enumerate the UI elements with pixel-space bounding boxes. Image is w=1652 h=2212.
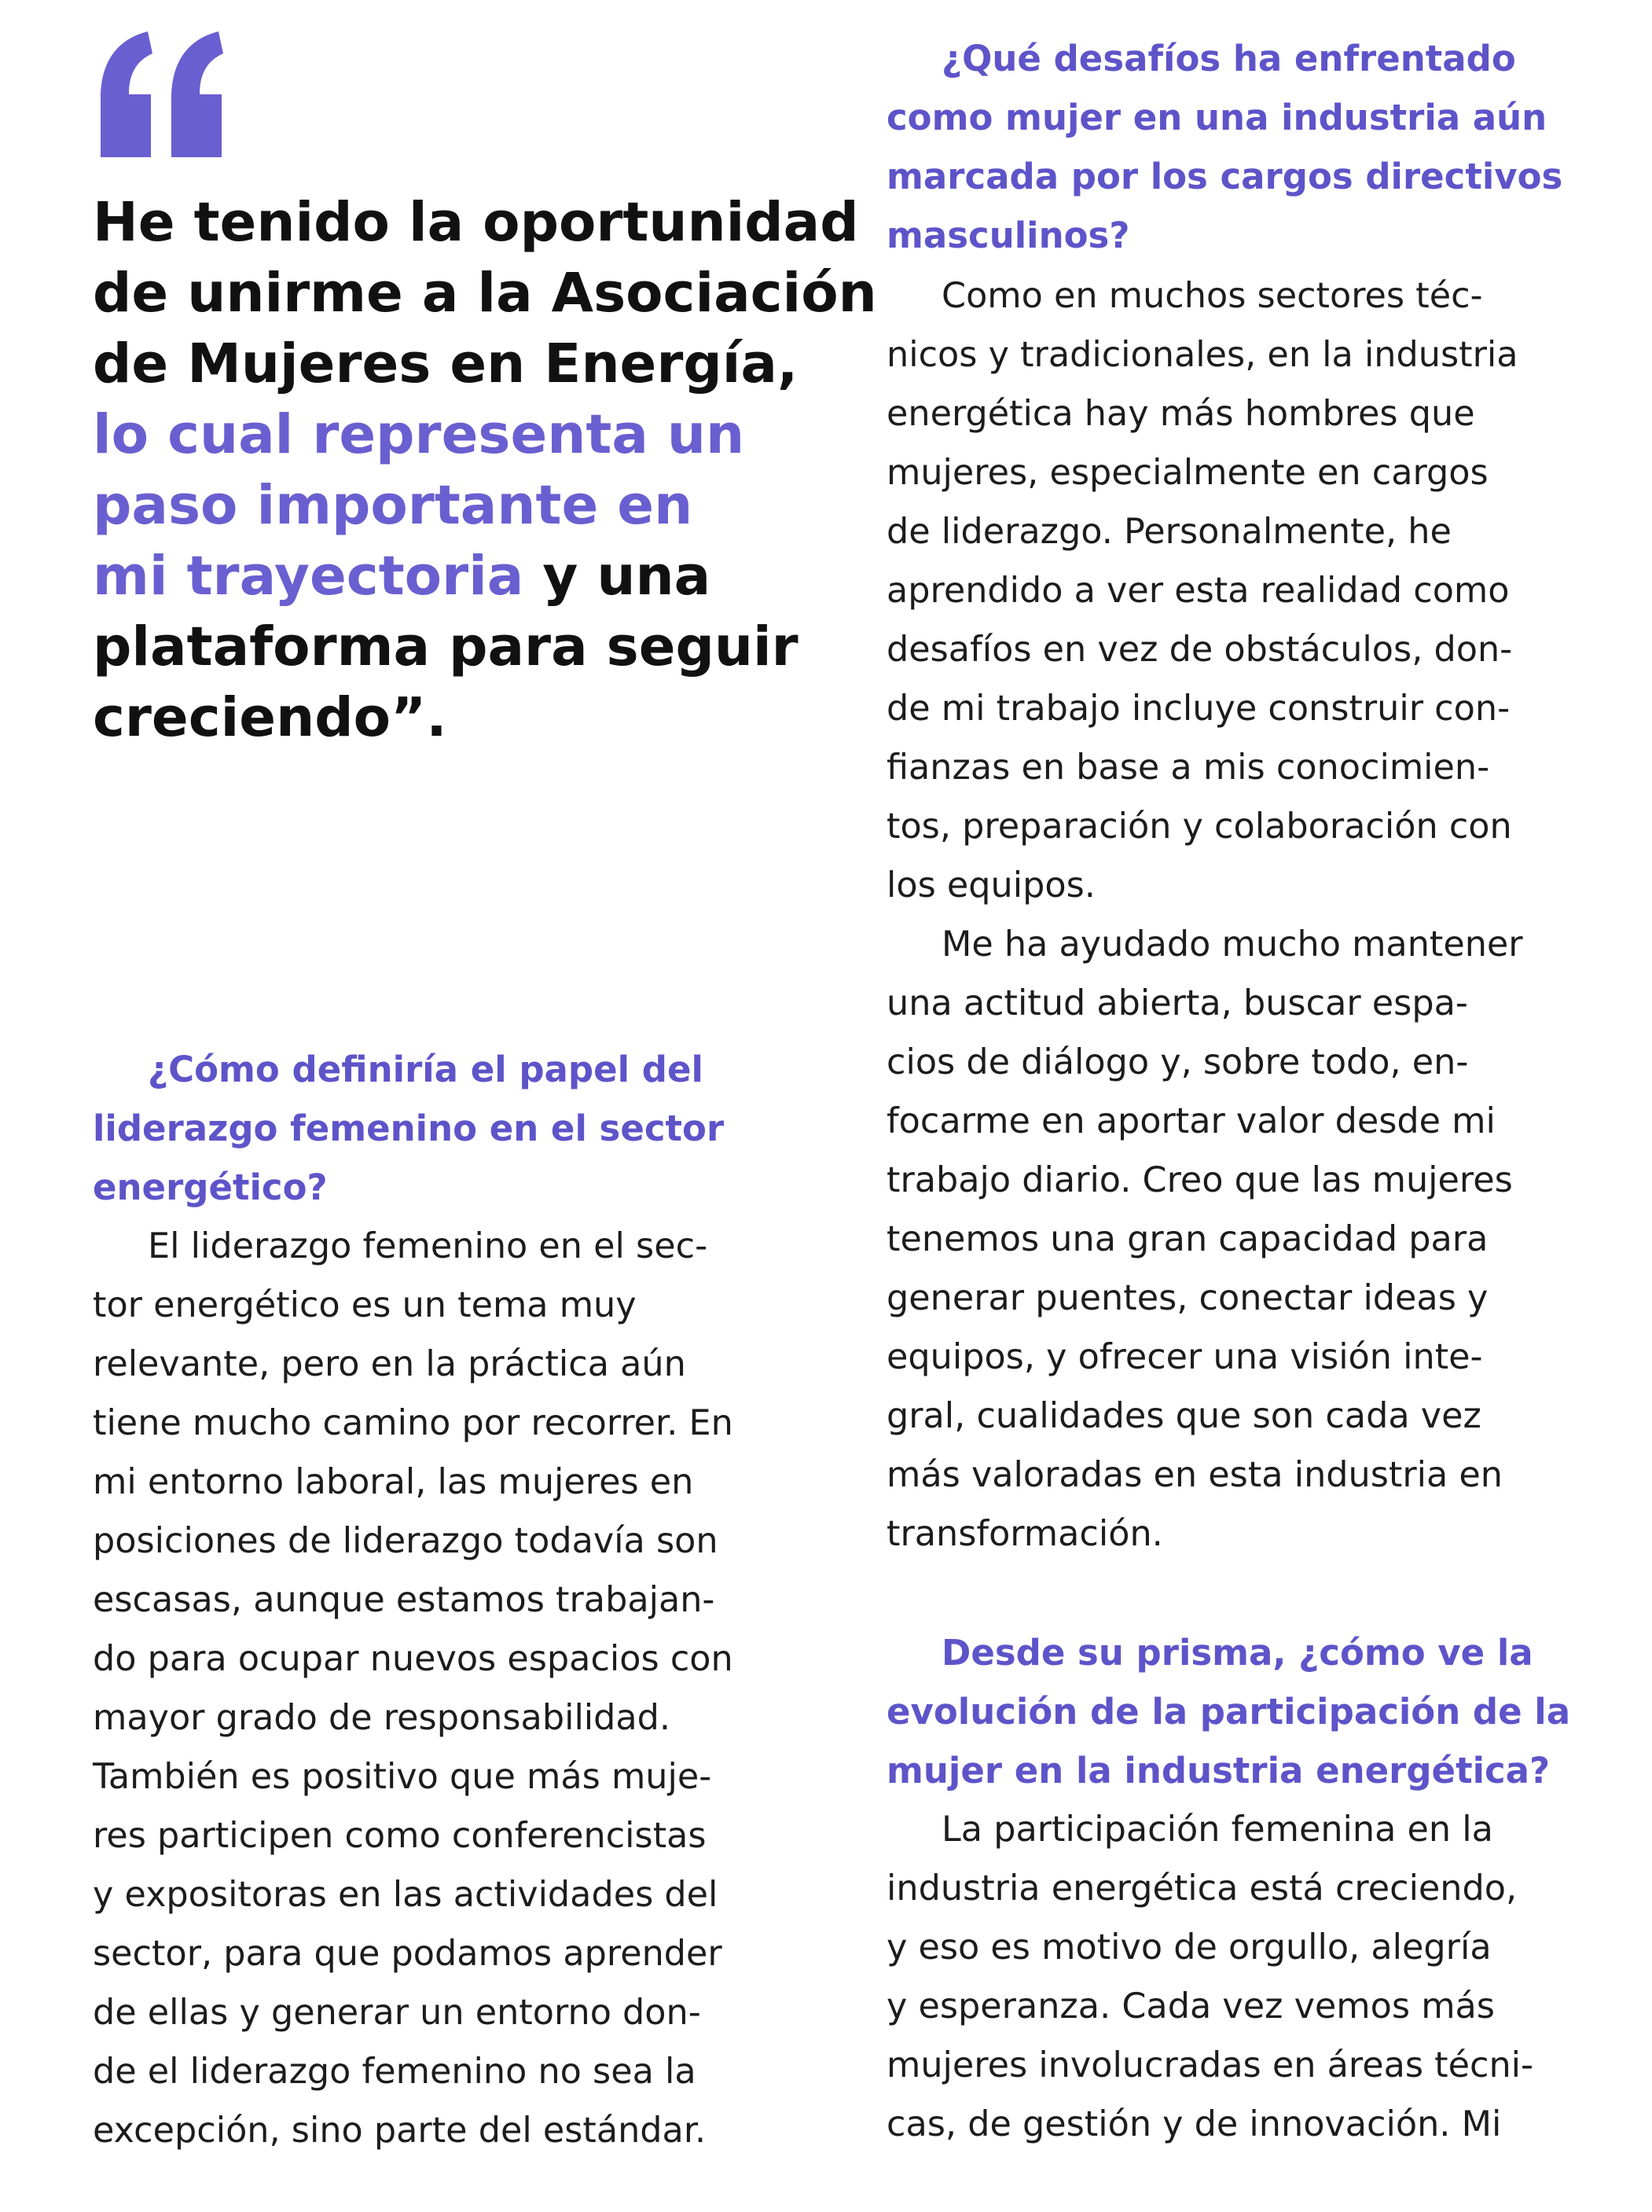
pull-quote-line: de unirme a la Asociación <box>93 262 877 325</box>
left-answer <box>93 1217 832 2160</box>
body-line: tos, preparación y colaboración con <box>887 807 1512 847</box>
body-line: y expositoras en las actividades del <box>93 1875 718 1915</box>
body-line: generar puentes, conectar ideas y <box>887 1278 1489 1318</box>
body-line: escasas, aunque estamos trabajan- <box>93 1580 715 1620</box>
body-line: cas, de gestión y de innovación. Mi <box>887 2104 1502 2144</box>
body-line: de mi trabajo incluye construir con- <box>887 689 1511 729</box>
question-line: ¿Cómo definiría el papel del <box>148 1049 703 1090</box>
body-line: de ellas y generar un entorno don- <box>93 1993 701 2033</box>
body-line: El liderazgo femenino en el sec- <box>148 1226 708 1266</box>
body-line: mi entorno laboral, las mujeres en <box>93 1462 694 1502</box>
body-line: una actitud abierta, buscar espa- <box>887 983 1468 1023</box>
body-line: Me ha ayudado mucho mantener <box>942 924 1523 965</box>
opening-quote-icon <box>93 31 234 165</box>
pull-quote-line: creciendo”. <box>93 686 447 749</box>
body-line: tiene mucho camino por recorrer. En <box>93 1403 733 1443</box>
body-line: do para ocupar nuevos espacios con <box>93 1639 733 1679</box>
question-line: energético? <box>93 1167 328 1208</box>
question-line: Desde su prisma, ¿cómo ve la <box>942 1632 1533 1674</box>
body-line: cios de diálogo y, sobre todo, en- <box>887 1042 1469 1082</box>
right-question-2 <box>887 1623 1625 1800</box>
body-line: industria energética está creciendo, <box>887 1868 1518 1909</box>
body-line: Como en muchos sectores téc- <box>942 276 1483 316</box>
body-line: La participación femenina en la <box>942 1810 1493 1850</box>
pull-quote <box>93 187 877 753</box>
body-line: mujeres, especialmente en cargos <box>887 453 1489 493</box>
pull-quote-line-accent: lo cual representa un <box>93 403 745 466</box>
body-line: posiciones de liderazgo todavía son <box>93 1521 718 1561</box>
body-line: y eso es motivo de orgullo, alegría <box>887 1927 1492 1968</box>
body-line: tor energético es un tema muy <box>93 1285 637 1325</box>
body-line: aprendido a ver esta realidad como <box>887 571 1510 611</box>
body-line: energética hay más hombres que <box>887 394 1475 434</box>
body-line: trabajo diario. Creo que las mujeres <box>887 1160 1513 1200</box>
body-line: sector, para que podamos aprender <box>93 1934 722 1974</box>
body-line: y esperanza. Cada vez vemos más <box>887 1986 1495 2026</box>
right-answer-1-paragraph-1 <box>887 266 1625 915</box>
pull-quote-line: He tenido la oportunidad <box>93 191 859 254</box>
question-line: como mujer en una industria aún <box>887 97 1547 138</box>
pull-quote-span: y una <box>523 545 711 608</box>
pull-quote-line: plataforma para seguir <box>93 615 798 678</box>
left-question <box>93 1040 832 1217</box>
body-line: focarme en aportar valor desde mi <box>887 1101 1496 1141</box>
question-line: marcada por los cargos directivos <box>887 156 1563 197</box>
question-line: liderazgo femenino en el sector <box>93 1108 725 1149</box>
question-line: mujer en la industria energética? <box>887 1750 1551 1791</box>
body-line: de liderazgo. Personalmente, he <box>887 512 1452 552</box>
right-answer-2 <box>887 1800 1625 2154</box>
body-line: transformación. <box>887 1514 1163 1554</box>
question-line: evolución de la participación de la <box>887 1691 1571 1732</box>
body-line: más valoradas en esta industria en <box>887 1455 1503 1495</box>
body-line: fianzas en base a mis conocimien- <box>887 748 1490 788</box>
pull-quote-line-accent: paso importante en <box>93 474 693 537</box>
body-line: nicos y tradicionales, en la industria <box>887 335 1518 375</box>
body-line: excepción, sino parte del estándar. <box>93 2111 707 2151</box>
body-line: mujeres involucradas en áreas técni- <box>887 2045 1534 2085</box>
body-line: mayor grado de responsabilidad. <box>93 1698 671 1738</box>
body-line: gral, cualidades que son cada vez <box>887 1396 1481 1436</box>
body-line: res participen como conferencistas <box>93 1816 707 1856</box>
body-line: equipos, y ofrecer una visión inte- <box>887 1337 1483 1377</box>
body-line: tenemos una gran capacidad para <box>887 1219 1489 1259</box>
question-line: ¿Qué desafíos ha enfrentado <box>942 38 1516 79</box>
right-answer-1-paragraph-2 <box>887 915 1625 1563</box>
body-line: los equipos. <box>887 865 1096 906</box>
body-line: relevante, pero en la práctica aún <box>93 1344 686 1384</box>
body-line: de el liderazgo femenino no sea la <box>93 2052 696 2092</box>
question-line: masculinos? <box>887 215 1130 256</box>
body-line: También es positivo que más muje- <box>93 1757 712 1797</box>
pull-quote-line <box>93 541 832 612</box>
pull-quote-line: de Mujeres en Energía, <box>93 333 798 395</box>
right-question-1 <box>887 29 1625 265</box>
body-line: desafíos en vez de obstáculos, don- <box>887 630 1513 670</box>
pull-quote-accent-span: mi trayectoria <box>93 545 524 608</box>
